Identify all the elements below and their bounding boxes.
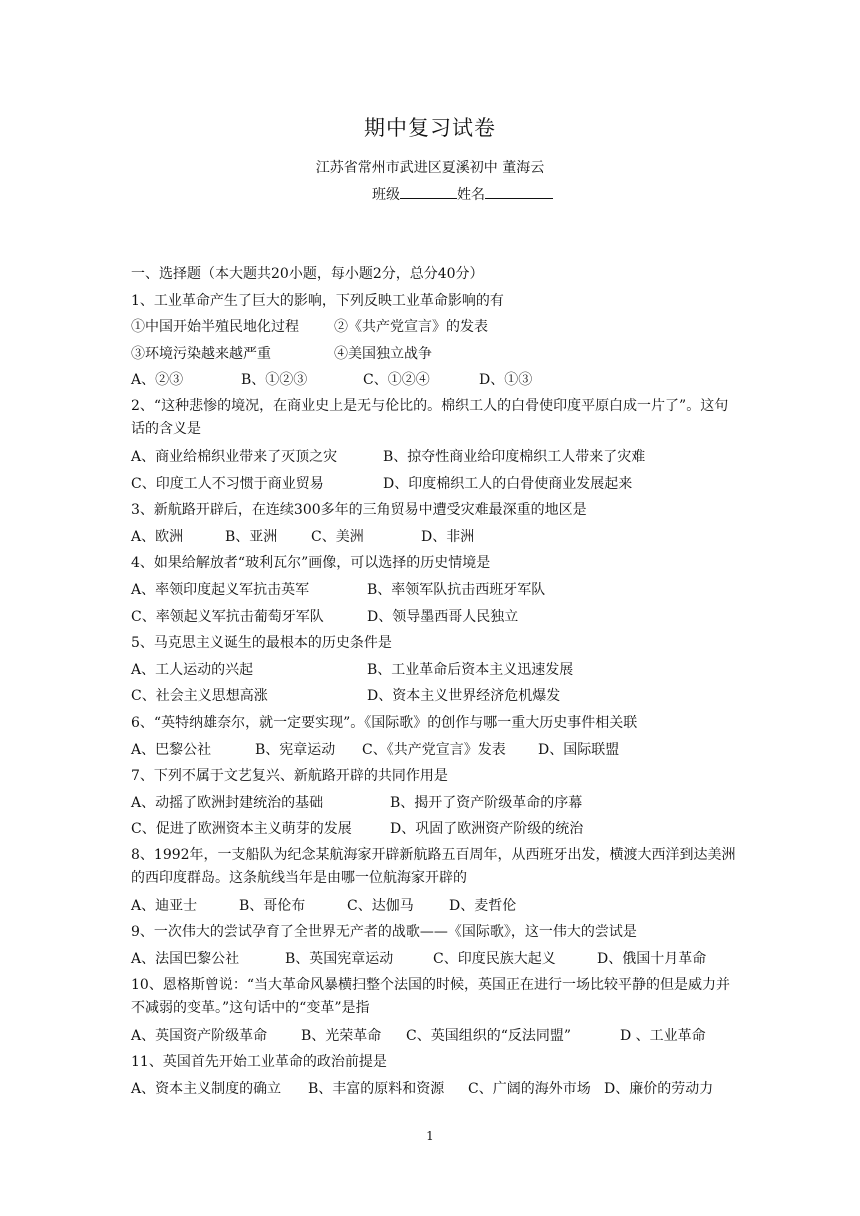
question-stem: 11、英国首先开始工业革命的政治前提是 <box>131 1054 387 1071</box>
option-c[interactable]: C、广阔的海外市场 <box>468 1080 591 1097</box>
option-row <box>131 444 741 471</box>
option-d[interactable]: D、国际联盟 <box>538 741 620 758</box>
option-d[interactable]: D、非洲 <box>421 528 475 545</box>
option-a[interactable]: A、动摇了欧洲封建统治的基础 <box>131 794 324 811</box>
option-row <box>131 790 741 817</box>
section-heading: 一、选择题（本大题共20小题，每小题2分，总分40分） <box>131 266 484 282</box>
option-a[interactable]: A、资本主义制度的确立 <box>131 1080 282 1097</box>
question-stem: 6、“英特纳雄奈尔，就一定要实现”。《国际歌》的创作与哪一重大历史事件相关联 <box>131 714 638 731</box>
option-d[interactable]: D、俄国十月革命 <box>597 951 707 968</box>
question-stem: 1、工业革命产生了巨大的影响，下列反映工业革命影响的有 <box>131 292 504 309</box>
option-c[interactable]: C、率领起义军抗击葡萄牙军队 <box>131 608 324 625</box>
option-d[interactable]: D 、工业革命 <box>620 1027 706 1044</box>
option-a[interactable]: A、②③ <box>131 372 184 389</box>
question-stem: 8、1992年，一支船队为纪念某航海家开辟新航路五百周年，从西班牙出发，横渡大西洋到达美洲的西印度群岛。这条航线当年是由哪一位航海家开辟的 <box>131 846 736 886</box>
option-row <box>131 893 741 920</box>
question-item: ④美国独立战争 <box>334 345 432 362</box>
option-b[interactable]: B、率领军队抗击西班牙军队 <box>367 581 546 598</box>
option-c[interactable]: C、①②④ <box>363 372 430 389</box>
option-d[interactable]: D、领导墨西哥人民独立 <box>367 608 519 625</box>
option-b[interactable]: B、哥伦布 <box>239 897 306 914</box>
option-row <box>131 1076 741 1103</box>
option-b[interactable]: B、亚洲 <box>225 528 278 545</box>
question-item: ①中国开始半殖民地化过程 <box>131 319 299 336</box>
question-stem: 9、一次伟大的尝试孕育了全世界无产者的战歌——《国际歌》，这一伟大的尝试是 <box>131 924 637 941</box>
option-d[interactable]: D、资本主义世界经济危机爆发 <box>367 688 561 705</box>
question-items <box>131 314 741 341</box>
option-row <box>131 604 741 631</box>
option-c[interactable]: C、英国组织的“反法同盟” <box>406 1027 572 1044</box>
option-c[interactable]: C、社会主义思想高涨 <box>131 688 268 705</box>
option-c[interactable]: C、促进了欧洲资本主义萌芽的发展 <box>131 821 352 838</box>
question-stem: 10、恩格斯曾说：“当大革命风暴横扫整个法国的时候，英国正在进行一场比较平静的但是威力并不减弱的变革。”这句话中的“变革”是指 <box>131 976 730 1016</box>
page-title: 期中复习试卷 <box>364 116 496 140</box>
class-blank[interactable] <box>400 184 457 199</box>
option-b[interactable]: B、工业革命后资本主义迅速发展 <box>367 661 574 678</box>
option-d[interactable]: D、廉价的劳动力 <box>604 1080 714 1097</box>
option-b[interactable]: B、宪章运动 <box>255 741 336 758</box>
question-stem: 5、马克思主义诞生的最根本的历史条件是 <box>131 635 392 652</box>
option-row <box>131 577 741 604</box>
option-a[interactable]: A、法国巴黎公社 <box>131 951 240 968</box>
question-stem: 2、“这种悲惨的境况，在商业史上是无与伦比的。棉织工人的白骨使印度平原白成一片了”。这句话的含义是 <box>131 397 729 437</box>
option-a[interactable]: A、英国资产阶级革命 <box>131 1027 268 1044</box>
option-row <box>131 946 741 973</box>
question-stem: 4、如果给解放者“玻利瓦尔”画像，可以选择的历史情境是 <box>131 555 491 572</box>
option-row <box>131 683 741 710</box>
question-stem: 3、新航路开辟后，在连续300多年的三角贸易中遭受灾难最深重的地区是 <box>131 502 587 519</box>
option-c[interactable]: C、印度民族大起义 <box>433 951 556 968</box>
option-b[interactable]: B、光荣革命 <box>301 1027 382 1044</box>
option-a[interactable]: A、迪亚士 <box>131 897 198 914</box>
author-line: 江苏省常州市武进区夏溪初中 董海云 <box>315 160 545 176</box>
option-b[interactable]: B、掠夺性商业给印度棉织工人带来了灾难 <box>383 448 646 465</box>
option-row <box>131 1023 741 1050</box>
question-item: ②《共产党宣言》的发表 <box>334 319 488 336</box>
question-item: ③环境污染越来越严重 <box>131 345 271 362</box>
name-blank[interactable] <box>485 184 553 199</box>
page-number: 1 <box>426 1129 434 1143</box>
option-row <box>131 737 741 764</box>
question-list <box>131 261 741 1102</box>
option-row <box>131 657 741 684</box>
option-c[interactable]: C、《共产党宣言》发表 <box>362 741 506 758</box>
option-d[interactable]: D、巩固了欧洲资产阶级的统治 <box>390 821 584 838</box>
option-b[interactable]: B、揭开了资产阶级革命的序幕 <box>390 794 583 811</box>
option-row <box>131 524 741 551</box>
class-name-line <box>372 184 553 204</box>
question-stem: 7、下列不属于文艺复兴、新航路开辟的共同作用是 <box>131 768 448 785</box>
option-b[interactable]: B、丰富的原料和资源 <box>308 1080 445 1097</box>
option-b[interactable]: B、①②③ <box>241 372 308 389</box>
class-label: 班级 <box>372 187 400 203</box>
option-a[interactable]: A、欧洲 <box>131 528 184 545</box>
option-row <box>131 367 741 394</box>
name-label: 姓名 <box>457 187 485 203</box>
option-row <box>131 816 741 843</box>
option-b[interactable]: B、英国宪章运动 <box>285 951 394 968</box>
option-c[interactable]: C、美洲 <box>311 528 364 545</box>
option-c[interactable]: C、达伽马 <box>347 897 414 914</box>
option-a[interactable]: A、商业给棉织业带来了灭顶之灾 <box>131 448 338 465</box>
option-d[interactable]: D、麦哲伦 <box>449 897 517 914</box>
option-a[interactable]: A、工人运动的兴起 <box>131 661 254 678</box>
option-c[interactable]: C、印度工人不习惯于商业贸易 <box>131 475 324 492</box>
question-items <box>131 341 741 368</box>
option-a[interactable]: A、率领印度起义军抗击英军 <box>131 581 310 598</box>
option-d[interactable]: D、印度棉织工人的白骨使商业发展起来 <box>383 475 633 492</box>
option-row <box>131 471 741 498</box>
option-a[interactable]: A、巴黎公社 <box>131 741 212 758</box>
option-d[interactable]: D、①③ <box>479 372 533 389</box>
